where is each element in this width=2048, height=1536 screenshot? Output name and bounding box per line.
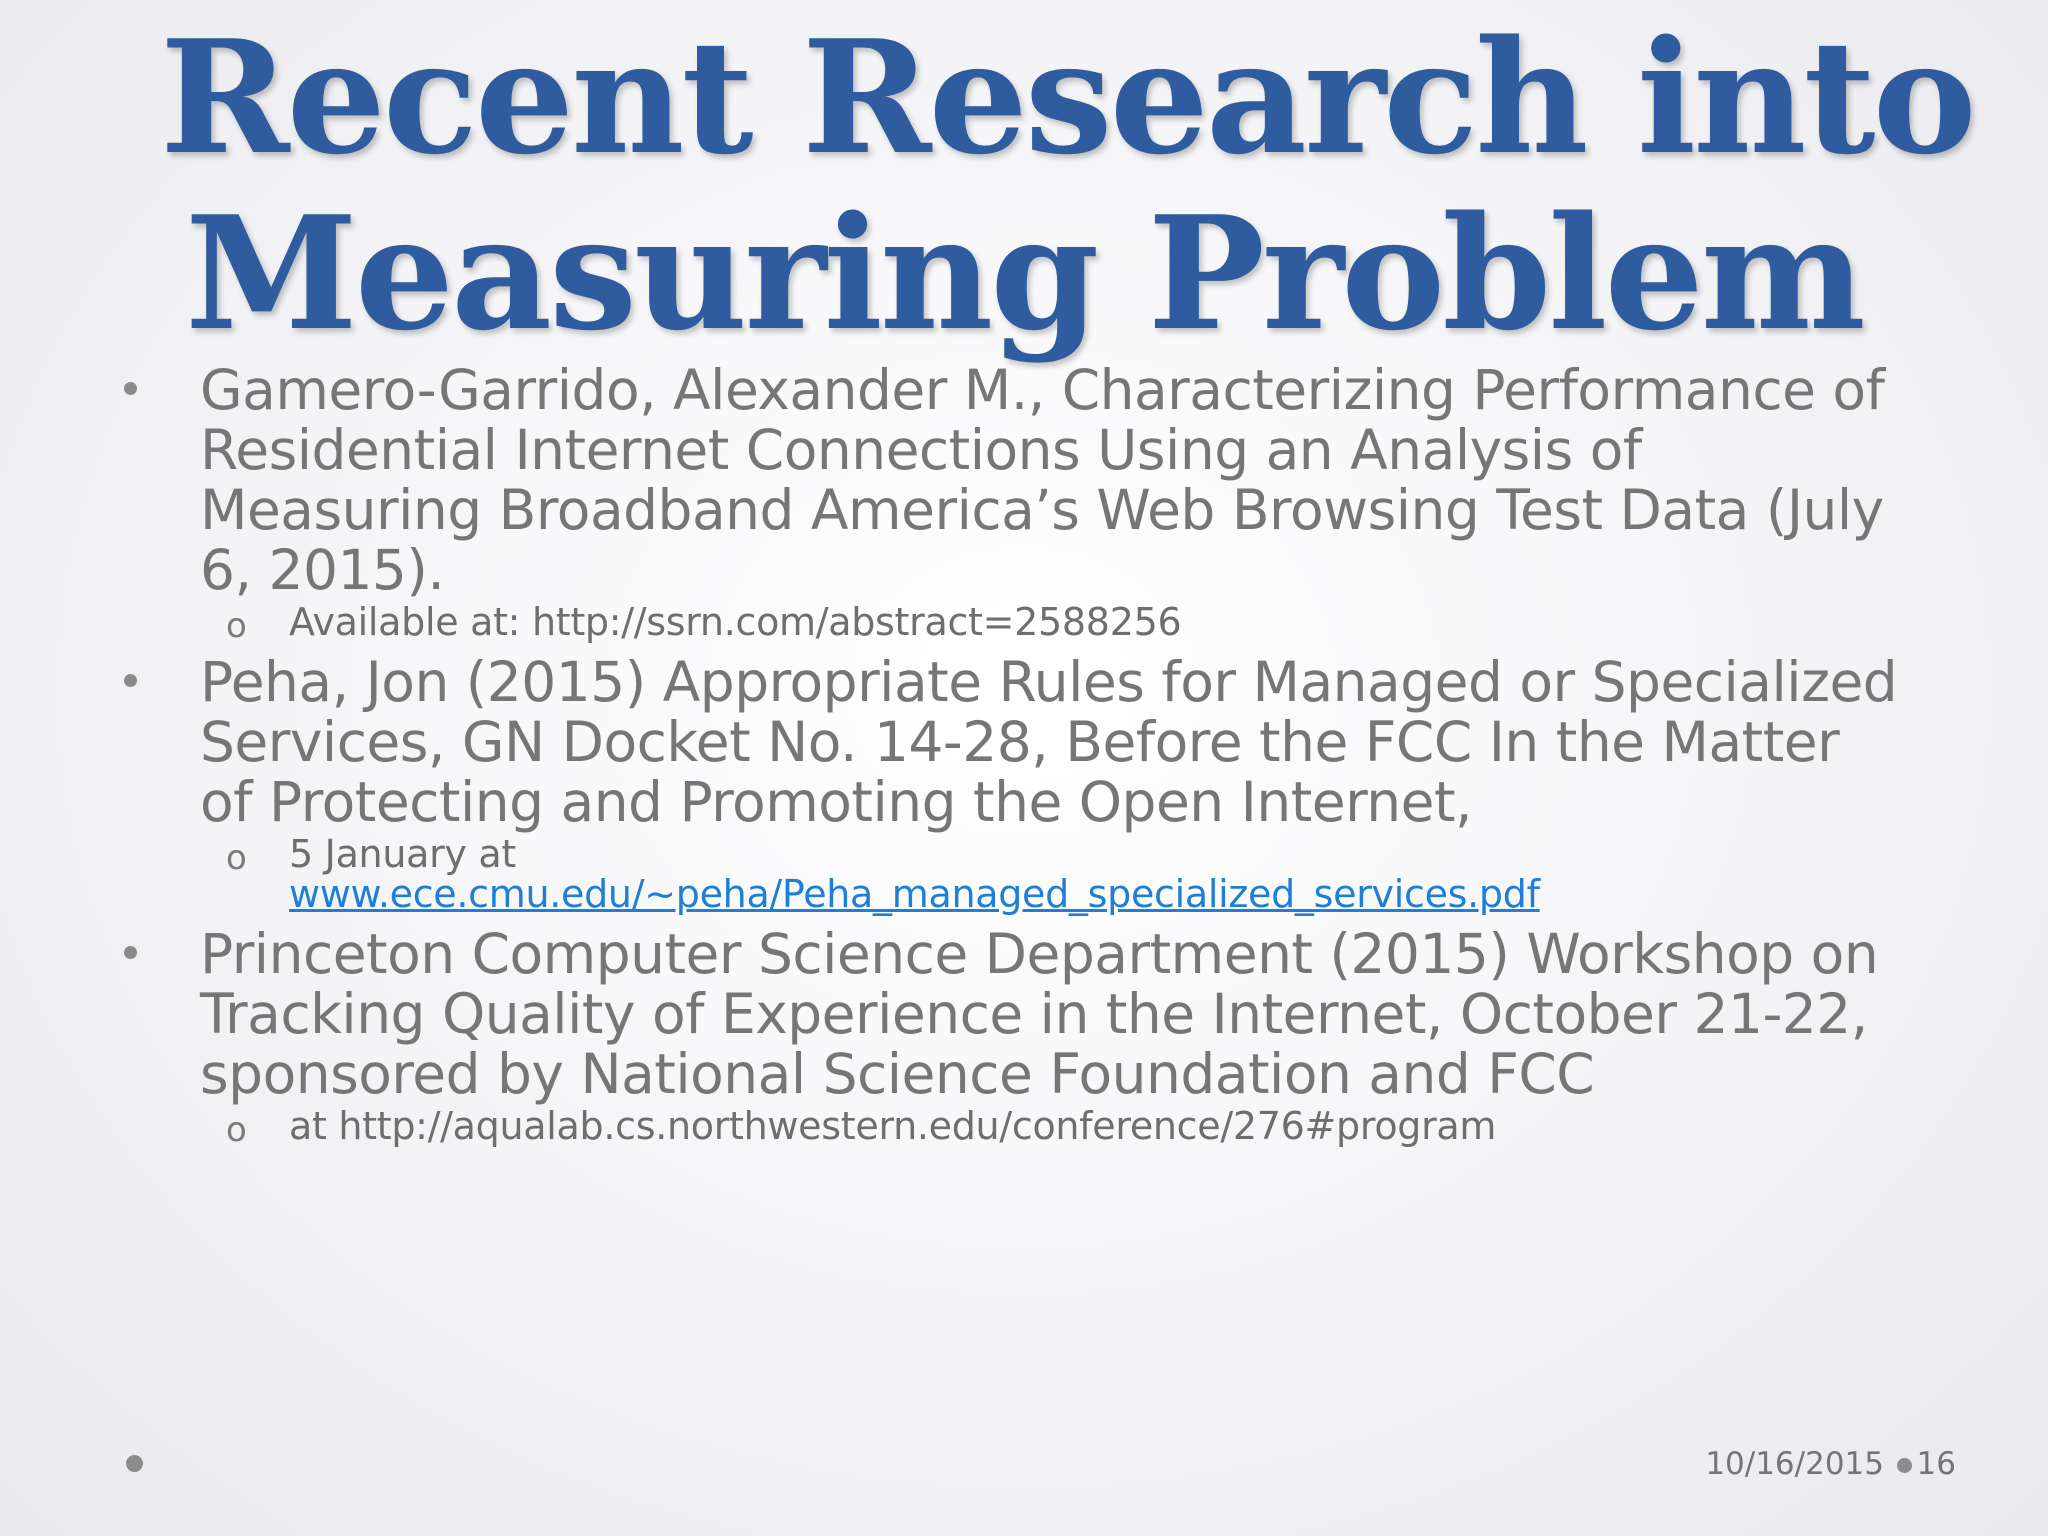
sub-bullet-circle-icon: o bbox=[226, 838, 247, 878]
footer-separator-dot-icon bbox=[1897, 1458, 1912, 1473]
bullet-text: Gamero-Garrido, Alexander M., Characterizing Performance of Residential Internet Connections Using an Analysis of Measuring Broadband America’s Web Browsing Test Data (July 6, 2015). bbox=[200, 358, 1885, 602]
slide-title-line-2: Measuring Problem bbox=[185, 182, 1863, 365]
sub-item-label: 5 January at bbox=[289, 832, 516, 876]
sub-item-peha-link bbox=[0, 834, 1900, 914]
peha-pdf-link[interactable]: www.ece.cmu.edu/~peha/Peha_managed_specialized_services.pdf bbox=[289, 872, 1540, 916]
bullet-list bbox=[0, 358, 2048, 1150]
slide-title-line-1: Recent Research into bbox=[160, 6, 1974, 189]
bullet-dot-icon bbox=[124, 674, 137, 687]
bullet-item-peha bbox=[0, 652, 1900, 832]
footer-date: 10/16/2015 bbox=[1705, 1446, 1884, 1482]
sub-item-text: Available at: http://ssrn.com/abstract=2588256 bbox=[289, 600, 1182, 644]
sub-item-text: at http://aqualab.cs.northwestern.edu/conference/276#program bbox=[289, 1104, 1497, 1148]
sub-item-ssrn bbox=[0, 600, 1900, 646]
sub-bullet-circle-icon: o bbox=[226, 1110, 247, 1150]
sub-bullet-circle-icon: o bbox=[226, 606, 247, 646]
slide-number: 16 bbox=[1916, 1446, 1956, 1482]
bullet-dot-icon bbox=[124, 382, 137, 395]
bullet-text: Peha, Jon (2015) Appropriate Rules for Managed or Specialized Services, GN Docket No. 14-28, Before the FCC In the Matter of Protecting and Promoting the Open Internet, bbox=[200, 650, 1898, 834]
bullet-item-gamero-garrido bbox=[0, 360, 1900, 600]
bullet-item-princeton bbox=[0, 924, 1900, 1104]
bullet-text: Princeton Computer Science Department (2015) Workshop on Tracking Quality of Experience in the Internet, October 21-22, sponsored by National Science Foundation and FCC bbox=[200, 922, 1879, 1106]
bullet-dot-icon bbox=[124, 946, 137, 959]
slide-title bbox=[160, 6, 1974, 365]
sub-item-aqualab bbox=[0, 1104, 1900, 1150]
footer-left-dot-icon bbox=[126, 1455, 143, 1472]
sub-item-text bbox=[289, 834, 1900, 914]
